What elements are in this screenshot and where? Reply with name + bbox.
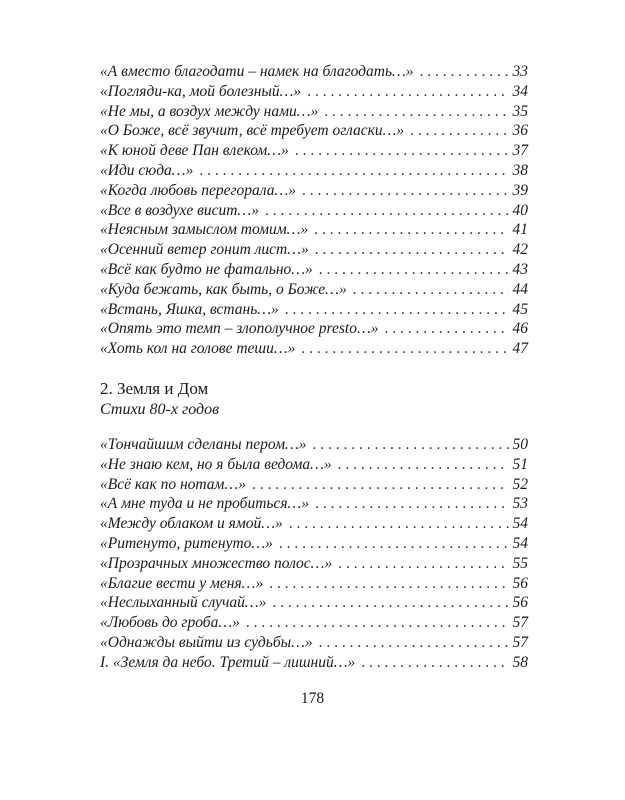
- toc-entry-title: «Тончайшим сделаны пером…»: [100, 436, 307, 453]
- toc-entry-title: «Иди сюда…»: [100, 161, 194, 179]
- dot-leader: [279, 534, 509, 554]
- section-subtitle: Стихи 80-х годов: [100, 401, 220, 418]
- toc-entry-title: «Опять это темп – злополучное presto…»: [100, 320, 379, 338]
- toc-entry: [100, 121, 528, 141]
- dot-leader: [385, 319, 509, 339]
- toc-entry: [100, 455, 528, 475]
- toc-entry: [100, 82, 528, 102]
- toc-entry-page: 58: [512, 653, 528, 671]
- dot-leader: [324, 102, 508, 122]
- toc-entry: [100, 633, 528, 653]
- toc-entry: [100, 62, 528, 82]
- toc-entry-title: I. «Земля да небо. Третий – лишний…»: [100, 653, 356, 671]
- dot-leader: [301, 339, 508, 359]
- dot-leader: [272, 593, 508, 613]
- toc-entry: [100, 201, 528, 221]
- toc-entry-page: 57: [512, 614, 528, 632]
- toc-entry-title: «Куда бежать, как быть, о Боже…»: [100, 280, 347, 298]
- toc-entry-title: «Когда любовь перегорала…»: [100, 181, 296, 199]
- toc-entry-page: 57: [512, 633, 528, 651]
- toc-entry: [100, 181, 528, 201]
- toc-list-part2: [100, 435, 528, 673]
- dot-leader: [269, 574, 508, 594]
- toc-entry-page: 54: [512, 515, 528, 533]
- toc-entry-title: «Не мы, а воздух между нами…»: [100, 102, 319, 120]
- toc-entry-title: «Неясным замыслом томим…»: [100, 221, 309, 239]
- dot-leader: [338, 554, 508, 574]
- dot-leader: [252, 475, 509, 495]
- toc-entry-page: 54: [512, 534, 528, 552]
- toc-entry-page: 46: [512, 320, 528, 338]
- toc-entry: [100, 102, 528, 122]
- toc-entry-page: 55: [512, 554, 528, 572]
- toc-entry: [100, 514, 528, 534]
- toc-entry-page: 56: [512, 594, 528, 612]
- toc-list-part1: [100, 62, 528, 359]
- toc-entry-page: 40: [512, 201, 528, 219]
- dot-leader: [410, 121, 508, 141]
- dot-leader: [307, 82, 508, 102]
- dot-leader: [285, 300, 509, 320]
- toc-entry-title: «Хоть кол на голове теши…»: [100, 340, 296, 358]
- dot-leader: [246, 613, 509, 633]
- toc-entry-title: «Встань, Яшка, встань…»: [100, 300, 279, 318]
- toc-entry: [100, 534, 528, 554]
- toc-entry: [100, 653, 528, 673]
- dot-leader: [265, 201, 509, 221]
- dot-leader: [353, 280, 509, 300]
- toc-entry-title: «Всё как по нотам…»: [100, 475, 246, 493]
- dot-leader: [289, 514, 509, 534]
- dot-leader: [361, 653, 508, 673]
- toc-entry: [100, 574, 528, 594]
- toc-entry-page: 41: [512, 221, 528, 239]
- toc-entry-page: 35: [512, 102, 528, 120]
- toc-entry-title: «Не знаю кем, но я была ведома…»: [100, 455, 332, 473]
- toc-entry-title: «Все в воздухе висит…»: [100, 201, 259, 219]
- dot-leader: [315, 494, 508, 514]
- toc-entry-page: 51: [512, 455, 528, 473]
- toc-entry-title: «Всё как будто не фатально…»: [100, 260, 313, 278]
- toc-entry-page: 34: [512, 82, 528, 100]
- toc-entry-title: «О Боже, всё звучит, всё требует огласки…»: [100, 122, 405, 140]
- toc-entry-page: 47: [512, 340, 528, 358]
- toc-entry: [100, 554, 528, 574]
- dot-leader: [302, 181, 509, 201]
- toc-entry-page: 42: [512, 241, 528, 259]
- toc-entry-title: «Однажды выйти из судьбы…»: [100, 633, 313, 651]
- toc-entry: [100, 319, 528, 339]
- toc-entry: [100, 494, 528, 514]
- toc-entry-title: «Любовь до гроба…»: [100, 614, 240, 632]
- toc-entry-title: «Ритенуто, ритенуто…»: [100, 534, 273, 552]
- toc-entry-page: 52: [512, 475, 528, 493]
- toc-entry-title: «Неслыханный случай…»: [100, 594, 267, 612]
- dot-leader: [319, 260, 509, 280]
- toc-entry-page: 37: [512, 142, 528, 160]
- dot-leader: [338, 455, 509, 475]
- toc-entry-title: «Благие вести у меня…»: [100, 574, 264, 592]
- toc-entry: [100, 475, 528, 495]
- toc-entry-page: 53: [512, 495, 528, 513]
- page-number: 178: [300, 690, 325, 707]
- toc-entry: [100, 613, 528, 633]
- dot-leader: [313, 435, 509, 455]
- dot-leader: [420, 62, 509, 82]
- toc-entry: [100, 435, 528, 455]
- dot-leader: [314, 220, 508, 240]
- toc-entry: [100, 220, 528, 240]
- toc-entry-page: 33: [512, 63, 528, 80]
- toc-entry-page: 36: [512, 122, 528, 140]
- dot-leader: [315, 240, 509, 260]
- toc-entry-title: «А вместо благодати – намек на благодать…»: [100, 63, 414, 80]
- toc-entry: [100, 280, 528, 300]
- toc-entry-page: 44: [512, 280, 528, 298]
- toc-entry-page: 39: [512, 181, 528, 199]
- dot-leader: [199, 161, 508, 181]
- toc-entry: [100, 161, 528, 181]
- dot-leader: [295, 141, 509, 161]
- toc-entry: [100, 300, 528, 320]
- section-heading: [100, 378, 219, 420]
- toc-entry-title: «Между облаком и ямой…»: [100, 515, 283, 533]
- toc-entry: [100, 260, 528, 280]
- toc-entry: [100, 339, 528, 359]
- toc-entry-page: 38: [512, 161, 528, 179]
- toc-entry-page: 43: [512, 260, 528, 278]
- toc-entry: [100, 141, 528, 161]
- toc-entry-page: 56: [512, 574, 528, 592]
- toc-entry-title: «А мне туда и не пробиться…»: [100, 495, 310, 513]
- toc-entry-title: «Прозрачных множество полос…»: [100, 554, 333, 572]
- toc-entry-page: 50: [512, 436, 528, 453]
- toc-entry-title: «Осенний ветер гонит лист…»: [100, 241, 309, 259]
- section-title: 2. Земля и Дом: [100, 379, 209, 398]
- toc-entry: [100, 593, 528, 613]
- toc-entry-title: «К юной деве Пан влеком…»: [100, 142, 289, 160]
- toc-entry-title: «Погляди-ка, мой болезный…»: [100, 82, 302, 100]
- dot-leader: [319, 633, 509, 653]
- toc-entry-page: 45: [512, 300, 528, 318]
- toc-entry: [100, 240, 528, 260]
